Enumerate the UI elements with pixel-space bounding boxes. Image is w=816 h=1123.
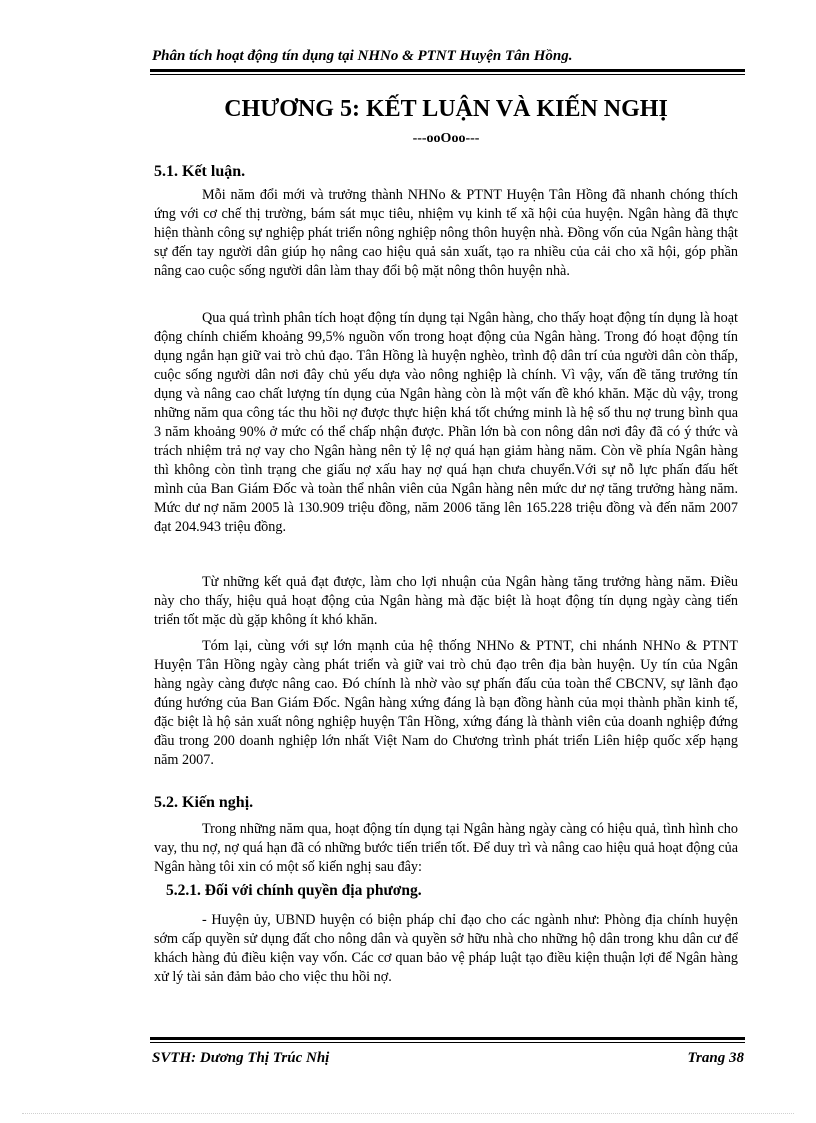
paragraph: Trong những năm qua, hoạt động tín dụng tại Ngân hàng ngày càng có hiệu quả, tình hình cho vay, thu nợ, nợ quá hạn đã có những bước tiến triển tốt. Để duy trì và nâng cao hiệu quả hoạt động của Ngân hàng tôi xin có một số kiến nghị sau đây: [154, 821, 738, 875]
footer-author: SVTH: Dương Thị Trúc Nhị [152, 1050, 330, 1066]
section-heading-conclusion: 5.1. Kết luận. [154, 163, 246, 180]
paragraph: Tóm lại, cùng với sự lớn mạnh của hệ thống NHNo & PTNT, chi nhánh NHNo & PTNT Huyện Tân Hồng ngày càng phát triển và giữ vai trò chủ đạo trên địa bàn huyện. Uy tín của Ngân hàng ngày càng được nâng cao. Đó chính là nhờ vào sự phấn đấu của toàn thể CBCNV, sự lãnh đạo đúng hướng của Ban Giám Đốc. Ngân hàng xứng đáng là bạn đồng hành của mọi thành phần kinh tế, đặc biệt là hộ sản xuất nông nghiệp huyện Tân Hồng, xứng đáng là thành viên của doanh nghiệp đứng đầu trong 200 doanh nghiệp lớn nhất Việt Nam do Chương trình phát triển Liên hiệp quốc xếp hạng năm 2007. [154, 638, 738, 768]
footer-rule-thin [150, 1042, 745, 1043]
footer-rule-thick [150, 1037, 745, 1040]
header-rule-thick [150, 69, 745, 72]
header-rule-thin [150, 74, 745, 75]
paragraph: Mỗi năm đổi mới và trưởng thành NHNo & PTNT Huyện Tân Hồng đã nhanh chóng thích ứng với cơ chế thị trường, bám sát mục tiêu, nhiệm vụ kinh tế xã hội của huyện. Ngân hàng đã thực hiện thành công sự nghiệp phát triển nông nghiệp nông thôn huyện nhà. Đồng vốn của Ngân hàng thật sự đến tay người dân giúp họ nâng cao hiệu quả sản xuất, tạo ra nhiều của cải cho xã hội, góp phần nâng cao cuộc sống người dân làm thay đổi bộ mặt nông thôn huyện nhà. [154, 187, 738, 279]
chapter-title: CHƯƠNG 5: KẾT LUẬN VÀ KIẾN NGHỊ [224, 96, 668, 122]
running-header: Phân tích hoạt động tín dụng tại NHNo & PTNT Huyện Tân Hồng. [152, 48, 573, 64]
page-edge-line [22, 1113, 794, 1114]
paragraph: Qua quá trình phân tích hoạt động tín dụng tại Ngân hàng, cho thấy hoạt động tín dụng là hoạt động chính chiếm khoảng 99,5% nguồn vốn trong hoạt động của Ngân hàng. Trong đó hoạt động tín dụng ngắn hạn giữ vai trò chủ đạo. Tân Hồng là huyện nghèo, trình độ dân trí của người dân còn thấp, cuộc sống người dân nơi đây chủ yếu dựa vào nông nghiệp là chính. Vì vậy, vấn đề tăng trưởng tín dụng và nâng cao chất lượng tín dụng của Ngân hàng còn là một vấn đề khó khăn. Mặc dù vậy, trong những năm qua công tác thu hồi nợ được thực hiện khá tốt chứng minh là hệ số thu nợ trung bình qua 3 năm khoảng 90% ở mức có thể chấp nhận được. Phần lớn bà con nông dân nơi đây đã có ý thức và trách nhiệm trả nợ vay cho Ngân hàng nên tỷ lệ nợ quá hạn giảm hàng năm. Còn về phía Ngân hàng thì không còn tình trạng che giấu nợ xấu hay nợ quá hạn chưa chuyển.Với sự nỗ lực phấn đấu hết mình của Ban Giám Đốc và toàn thể nhân viên của Ngân hàng nên mức dư nợ tăng trưởng hàng năm. Mức dư nợ năm 2005 là 130.909 triệu đồng, năm 2006 tăng lên 165.228 triệu đồng và đến năm 2007 đạt 204.943 triệu đồng. [154, 310, 738, 535]
paragraph: Từ những kết quả đạt được, làm cho lợi nhuận của Ngân hàng tăng trưởng hàng năm. Điều này cho thấy, hiệu quả hoạt động của Ngân hàng mà đặc biệt là hoạt động tín dụng ngày càng tiến triển tốt mặc dù gặp không ít khó khăn. [154, 574, 738, 628]
title-ornament: ---ooOoo--- [412, 131, 480, 146]
paragraph: - Huyện ủy, UBND huyện có biện pháp chỉ đạo cho các ngành như: Phòng địa chính huyện sớm cấp quyền sử dụng đất cho nông dân và quyền sở hữu nhà cho những hộ dân trong khu dân cư để khách hàng đủ điều kiện vay vốn. Các cơ quan bảo vệ pháp luật tạo điều kiện thuận lợi để Ngân hàng xử lý tài sản đảm bảo cho việc thu hồi nợ. [154, 912, 738, 985]
subsection-heading-local-government: 5.2.1. Đối với chính quyền địa phương. [166, 882, 422, 899]
section-heading-recommendations: 5.2. Kiến nghị. [154, 794, 254, 811]
page-number: Trang 38 [687, 1050, 744, 1066]
